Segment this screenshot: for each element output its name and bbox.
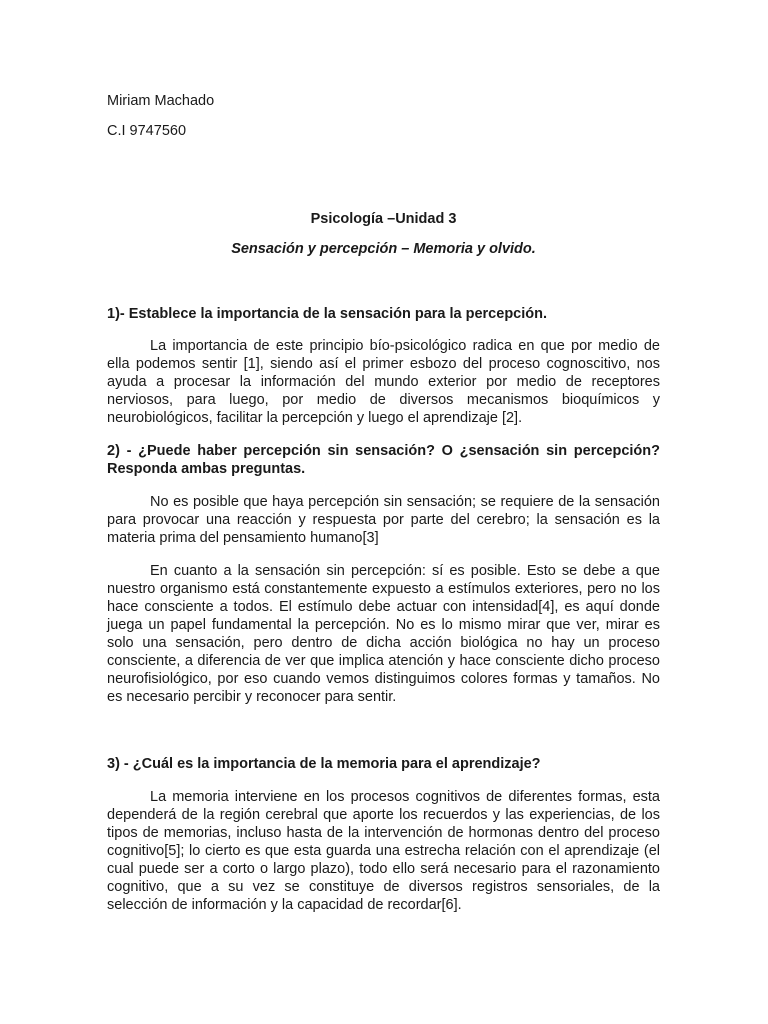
- document-subtitle: Sensación y percepción – Memoria y olvido.: [231, 241, 536, 257]
- section-1-paragraph-1: La importancia de este principio bío-psicológico radica en que por medio de ella podemos sentir [1], siendo así el primer esbozo del proceso cognoscitivo, nos ayuda a procesar la información del mundo exterior por medio de receptores nerviosos, para luego, por medio de diversos mecanismos bioquímicos y neurobiológicos, facilitar la percepción y luego el aprendizaje [2].: [107, 338, 660, 426]
- author-id: C.I 9747560: [107, 123, 187, 139]
- section-1-heading: 1)- Establece la importancia de la sensación para la percepción.: [107, 306, 548, 322]
- section-2-paragraph-2: En cuanto a la sensación sin percepción: sí es posible. Esto se debe a que nuestro organismo está constantemente expuesto a estímulos exteriores, pero no los hace consciente a todos. El estímulo debe actuar con intensidad[4], es aquí donde juega un papel fundamental la percepción. No es lo mismo mirar que ver, mirar es solo una sensación, pero dentro de dicha acción biológica no hay un proceso consciente, a diferencia de ver que implica atención y hace consciente dicho proceso neurofisiológico, por eso cuando vemos distinguimos colores formas y tamaños. No es necesario percibir y reconocer para sentir.: [107, 563, 660, 705]
- section-2-paragraph-1: No es posible que haya percepción sin sensación; se requiere de la sensación para provocar una reacción y respuesta por parte del cerebro; la sensación es la materia prima del pensamiento humano[3]: [107, 494, 660, 546]
- section-3-paragraph-1: La memoria interviene en los procesos cognitivos de diferentes formas, esta dependerá de la región cerebral que aporte los recuerdos y las experiencias, de los tipos de memorias, incluso hasta de la intervención de hormonas dentro del proceso cognitivo[5]; lo cierto es que esta guarda una estrecha relación con el aprendizaje (el cual puede ser a corto o largo plazo), todo ello será necesario para el razonamiento cognitivo, que a su vez se constituye de diversos registros sensoriales, de la selección de información y la capacidad de recordar[6].: [107, 789, 660, 913]
- section-2-heading: 2) - ¿Puede haber percepción sin sensación? O ¿sensación sin percepción? Responda ambas preguntas.: [107, 443, 660, 477]
- document-title: Psicología –Unidad 3: [310, 211, 457, 227]
- author-name: Miriam Machado: [107, 93, 215, 109]
- section-3-heading: 3) - ¿Cuál es la importancia de la memoria para el aprendizaje?: [107, 756, 541, 772]
